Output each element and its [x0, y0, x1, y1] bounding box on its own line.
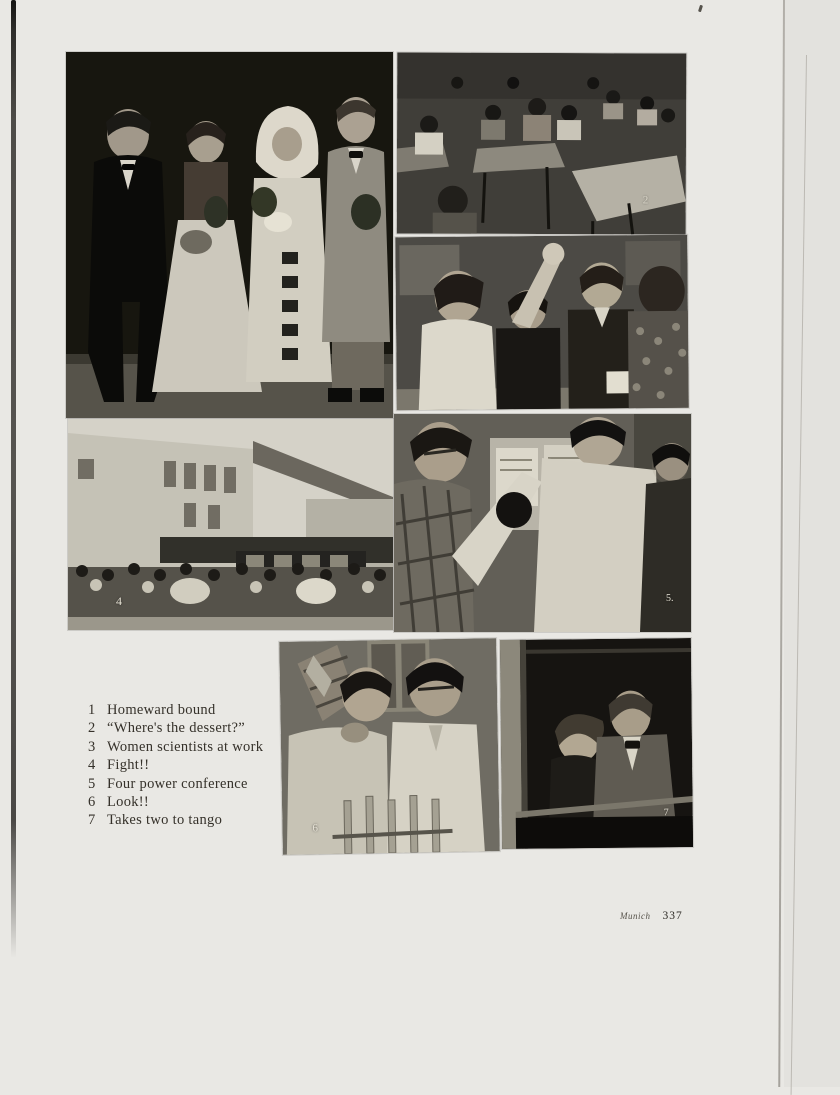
caption-text: Fight!! [107, 756, 318, 774]
caption-number: 4 [88, 756, 107, 774]
photo-3-art [395, 235, 688, 411]
photo-1-art [66, 52, 393, 418]
caption-number: 3 [88, 738, 107, 756]
footer-page-number: 337 [663, 910, 683, 922]
photo-number-overlay: 6 [312, 823, 318, 834]
caption-item-1 [88, 701, 318, 719]
caption-item-3 [88, 738, 318, 756]
caption-item-2 [88, 719, 318, 737]
photo-number-overlay: 2 [643, 195, 649, 206]
photo-5-four-power-conference [394, 414, 691, 632]
photo-7-tango-couple [500, 638, 693, 849]
caption-item-7 [88, 811, 318, 829]
photo-3-women-scientists [395, 235, 688, 411]
photo-5-art [394, 414, 691, 632]
scan-speck [698, 5, 703, 13]
caption-list [88, 701, 318, 830]
photo-number-overlay: 7 [664, 808, 669, 818]
caption-item-4 [88, 756, 318, 774]
photo-4-fight-crowd [68, 419, 393, 630]
photo-number-overlay: 4 [116, 595, 122, 607]
caption-item-5 [88, 775, 318, 793]
caption-text: Homeward bound [107, 701, 318, 719]
caption-number: 6 [88, 793, 107, 811]
caption-number: 1 [88, 701, 107, 719]
caption-text: “Where's the dessert?” [107, 719, 318, 737]
photo-1-homeward-bound [66, 52, 393, 418]
photo-2-art [397, 52, 687, 234]
page-footer [620, 910, 683, 922]
footer-place-label: Munich [620, 911, 651, 921]
caption-number: 5 [88, 775, 107, 793]
caption-text: Takes two to tango [107, 811, 318, 829]
caption-item-6 [88, 793, 318, 811]
photo-2-cafeteria [397, 52, 687, 234]
caption-text: Women scientists at work [107, 738, 318, 756]
caption-number: 2 [88, 719, 107, 737]
caption-number: 7 [88, 811, 107, 829]
student-back-head [496, 492, 532, 528]
caption-text: Four power conference [107, 775, 318, 793]
caption-text: Look!! [107, 793, 318, 811]
book-gutter-shadow [11, 0, 16, 958]
photo-number-overlay: 5. [666, 594, 674, 604]
